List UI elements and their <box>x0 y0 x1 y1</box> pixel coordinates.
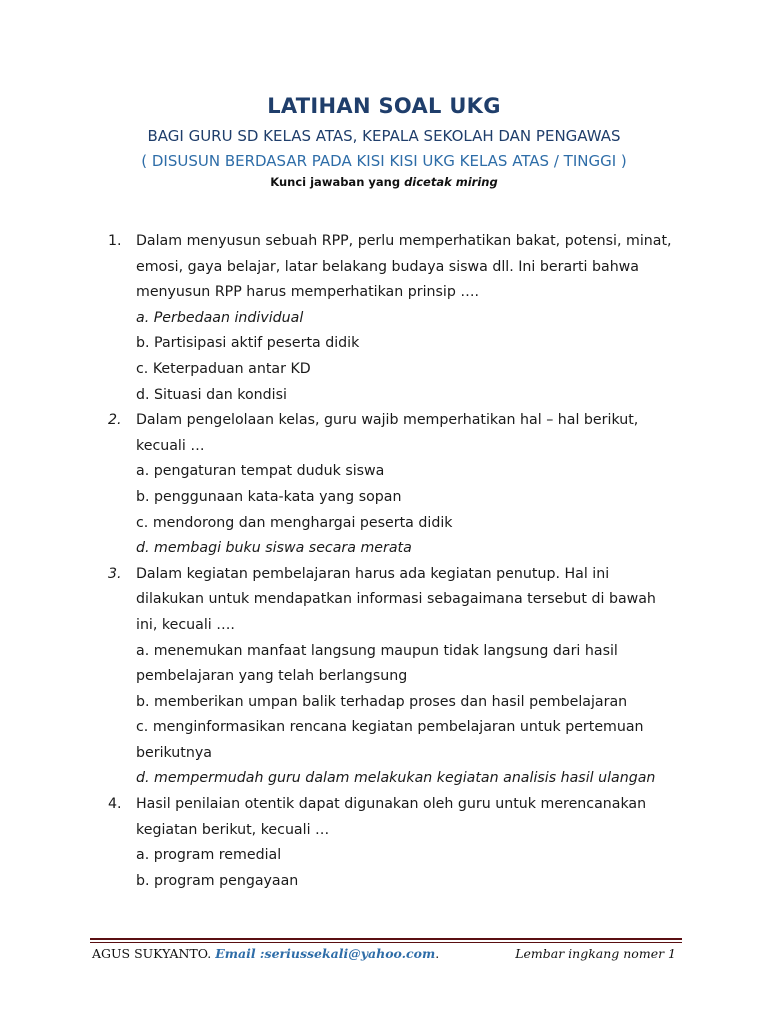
answer-option: b. program pengayaan <box>136 872 299 889</box>
question-text <box>108 229 672 255</box>
footer-divider <box>90 938 682 940</box>
question-text <box>108 408 668 434</box>
question-line: Hasil penilaian otentik dapat digunakan oleh guru untuk merencanakan <box>136 796 647 813</box>
question-text-continued <box>108 613 668 639</box>
answer-option-correct: d. membagi buku siswa secara merata <box>136 540 412 557</box>
answer-option: a. program remedial <box>136 847 282 864</box>
question-line: Dalam kegiatan pembelajaran harus ada kegiatan penutup. Hal ini <box>136 565 610 582</box>
note-italic: dicetak miring <box>404 175 498 189</box>
question-text-continued <box>108 587 668 613</box>
question-number: 3. <box>108 565 122 582</box>
question-line: emosi, gaya belajar, latar belakang budaya siswa dll. Ini berarti bahwa <box>136 258 639 275</box>
answer-option: d. Situasi dan kondisi <box>136 386 287 403</box>
answer-option: b. Partisipasi aktif peserta didik <box>136 335 360 352</box>
question-line: Dalam menyusun sebuah RPP, perlu memperhatikan bakat, potensi, minat, <box>136 233 672 249</box>
question-text-continued <box>108 434 668 460</box>
page-subtitle-secondary: ( DISUSUN BERDASAR PADA KISI KISI UKG KELAS ATAS / TINGGI ) <box>141 152 627 170</box>
footer-divider-thin <box>90 942 682 943</box>
answer-option: berikutnya <box>136 744 212 761</box>
question-line: dilakukan untuk mendapatkan informasi sebagaimana tersebut di bawah <box>136 591 656 608</box>
author-email: Email :seriussekali@yahoo.com <box>215 946 436 961</box>
question-text <box>108 562 668 588</box>
author-name: AGUS SUKYANTO. <box>92 946 216 961</box>
answer-option: c. mendorong dan menghargai peserta didik <box>136 514 453 531</box>
answer-option: b. memberikan umpan balik terhadap proses dan hasil pembelajaran <box>136 693 628 710</box>
question-number: 1. <box>108 233 122 249</box>
answer-option: a. pengaturan tempat duduk siswa <box>136 463 385 480</box>
question-text <box>108 792 668 818</box>
answer-option-correct: d. mempermudah guru dalam melakukan kegiatan analisis hasil ulangan <box>136 770 656 787</box>
question-line: ini, kecuali …. <box>136 616 235 633</box>
question-text-continued <box>108 280 668 306</box>
footer-author <box>92 946 439 961</box>
question-line: menyusun RPP harus memperhatikan prinsip …. <box>136 284 480 301</box>
page-subtitle: BAGI GURU SD KELAS ATAS, KEPALA SEKOLAH DAN PENGAWAS <box>147 127 621 145</box>
answer-option: c. menginformasikan rencana kegiatan pembelajaran untuk pertemuan <box>136 719 644 736</box>
question-list <box>108 229 672 894</box>
question-line: Dalam pengelolaan kelas, guru wajib memperhatikan hal – hal berikut, <box>136 412 639 429</box>
email-suffix: . <box>435 946 440 961</box>
answer-key-note <box>0 175 768 189</box>
question-text-continued <box>108 818 668 844</box>
answer-option: a. menemukan manfaat langsung maupun tidak langsung dari hasil <box>136 642 618 659</box>
question-number: 2. <box>108 412 122 429</box>
question-line: kecuali … <box>136 437 205 454</box>
answer-option: b. penggunaan kata-kata yang sopan <box>136 488 402 505</box>
question-number: 4. <box>108 796 122 813</box>
page-title: LATIHAN SOAL UKG <box>267 94 501 118</box>
note-prefix: Kunci jawaban yang <box>270 175 405 189</box>
answer-option: pembelajaran yang telah berlangsung <box>136 668 408 685</box>
answer-option: c. Keterpaduan antar KD <box>136 360 311 377</box>
question-line: kegiatan berikut, kecuali … <box>136 821 330 838</box>
answer-option-correct: a. Perbedaan individual <box>136 309 304 326</box>
question-text-continued <box>108 255 668 281</box>
footer-page-label: Lembar ingkang nomer 1 <box>515 946 676 961</box>
